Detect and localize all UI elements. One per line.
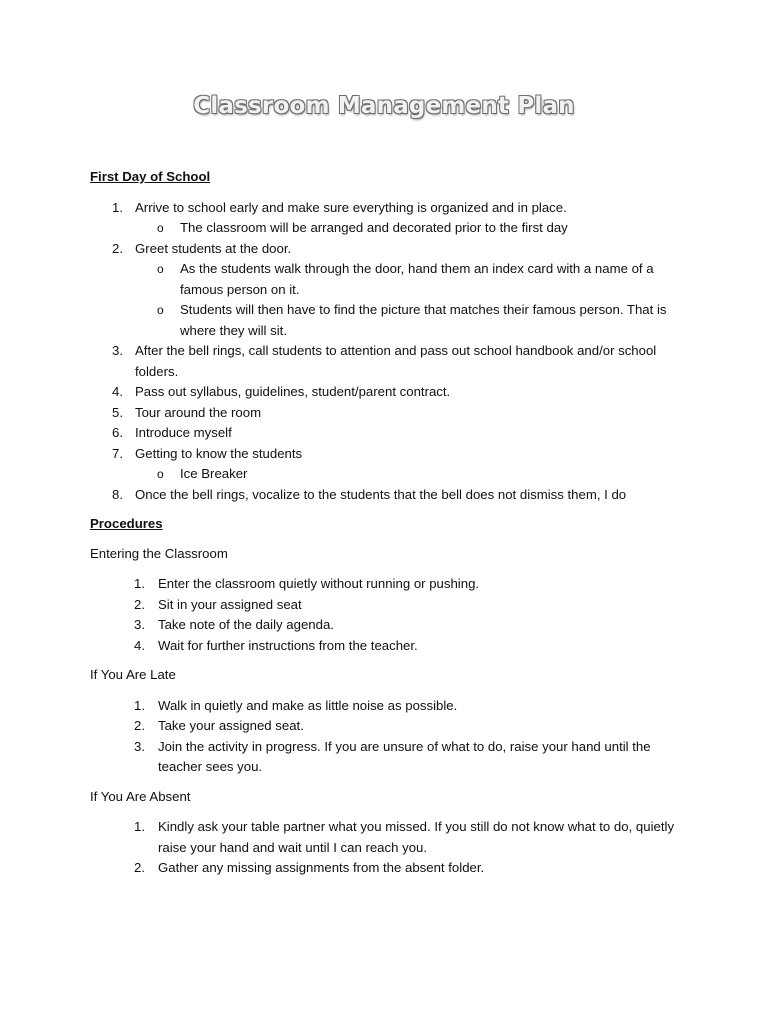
list-item (90, 716, 690, 737)
list-number: 2. (134, 718, 145, 733)
if-absent-heading: If You Are Absent (90, 788, 191, 804)
list-number: 4. (134, 637, 145, 653)
list-number: 1. (134, 576, 145, 591)
bullet-icon: o (157, 303, 164, 317)
list-item (90, 574, 690, 595)
entering-classroom-heading: Entering the Classroom (90, 545, 228, 561)
list-item-text: Take note of the daily agenda. (158, 617, 334, 632)
sub-list-item-text: The classroom will be arranged and decorated prior to the first day (180, 220, 568, 235)
list-item-text: Tour around the room (135, 404, 262, 420)
sub-list-item (135, 259, 690, 300)
sub-list-item-text: As the students walk through the door, hand them an index card with a name of a famous person on it. (180, 261, 654, 297)
list-item-text: Gather any missing assignments from the absent folder. (158, 860, 485, 875)
list-item-text: Wait for further instructions from the teacher. (158, 637, 418, 653)
list-item (90, 636, 690, 657)
list-item-text: Once the bell rings, vocalize to the students that the bell does not dismiss them, I do (135, 486, 627, 502)
list-item-text: Sit in your assigned seat (158, 596, 302, 612)
sub-list (135, 259, 690, 341)
list-item (90, 341, 690, 382)
list-number: 1. (112, 199, 123, 215)
list-number: 2. (134, 596, 145, 612)
list-number: 3. (134, 617, 145, 632)
list-item (90, 696, 690, 717)
list-item (90, 858, 690, 879)
sub-list-item (135, 218, 690, 239)
sub-list (135, 218, 690, 239)
first-day-list (90, 198, 690, 506)
list-number: 6. (112, 425, 123, 440)
if-late-heading: If You Are Late (90, 667, 176, 682)
list-item-text: Introduce myself (135, 425, 232, 440)
document-body (90, 167, 690, 879)
list-item-text: Kindly ask your table partner what you missed. If you still do not know what to do, quietly raise your hand and wait until I can reach you. (158, 819, 675, 855)
bullet-icon: o (157, 221, 164, 235)
list-item (90, 485, 690, 506)
list-number: 2. (134, 860, 145, 875)
list-number: 4. (112, 384, 123, 399)
list-number: 3. (134, 738, 145, 754)
list-item-text: Take your assigned seat. (158, 718, 304, 733)
list-item (90, 595, 690, 616)
list-item (90, 615, 690, 636)
document-title: Classroom Management Plan (193, 93, 575, 119)
entering-classroom-list (90, 574, 690, 656)
list-number: 5. (112, 404, 123, 420)
first-day-heading: First Day of School (90, 169, 211, 184)
sub-list (135, 464, 690, 485)
list-number: 7. (112, 445, 123, 461)
list-number: 3. (112, 343, 123, 358)
list-item-text: Walk in quietly and make as little noise as possible. (158, 697, 458, 713)
bullet-icon: o (157, 262, 164, 276)
list-item-text: Greet students at the door. (135, 240, 292, 256)
list-item-text: Join the activity in progress. If you are unsure of what to do, raise your hand until the teacher sees you. (158, 738, 651, 774)
if-late-list (90, 696, 690, 778)
list-item (90, 423, 690, 444)
list-item-text: After the bell rings, call students to attention and pass out school handbook and/or school folders. (135, 343, 657, 379)
list-item-text: Pass out syllabus, guidelines, student/parent contract. (135, 384, 451, 399)
list-number: 8. (112, 486, 123, 502)
list-item (90, 239, 690, 342)
list-number: 2. (112, 240, 123, 256)
list-number: 1. (134, 819, 145, 834)
list-item-text: Enter the classroom quietly without running or pushing. (158, 576, 480, 591)
list-item (90, 198, 690, 239)
bullet-icon: o (157, 467, 164, 481)
list-item (90, 382, 690, 403)
list-item (90, 817, 690, 858)
list-item (90, 403, 690, 424)
sub-list-item (135, 464, 690, 485)
list-item (90, 444, 690, 485)
list-item-text: Getting to know the students (135, 445, 303, 461)
procedures-heading: Procedures (90, 516, 163, 531)
sub-list-item-text: Students will then have to find the picture that matches their famous person. That is where they will sit. (180, 302, 667, 338)
sub-list-item-text: Ice Breaker (180, 466, 248, 481)
if-absent-list (90, 817, 690, 879)
list-number: 1. (134, 697, 145, 713)
sub-list-item (135, 300, 690, 341)
list-item (90, 737, 690, 778)
list-item-text: Arrive to school early and make sure everything is organized and in place. (135, 199, 567, 215)
